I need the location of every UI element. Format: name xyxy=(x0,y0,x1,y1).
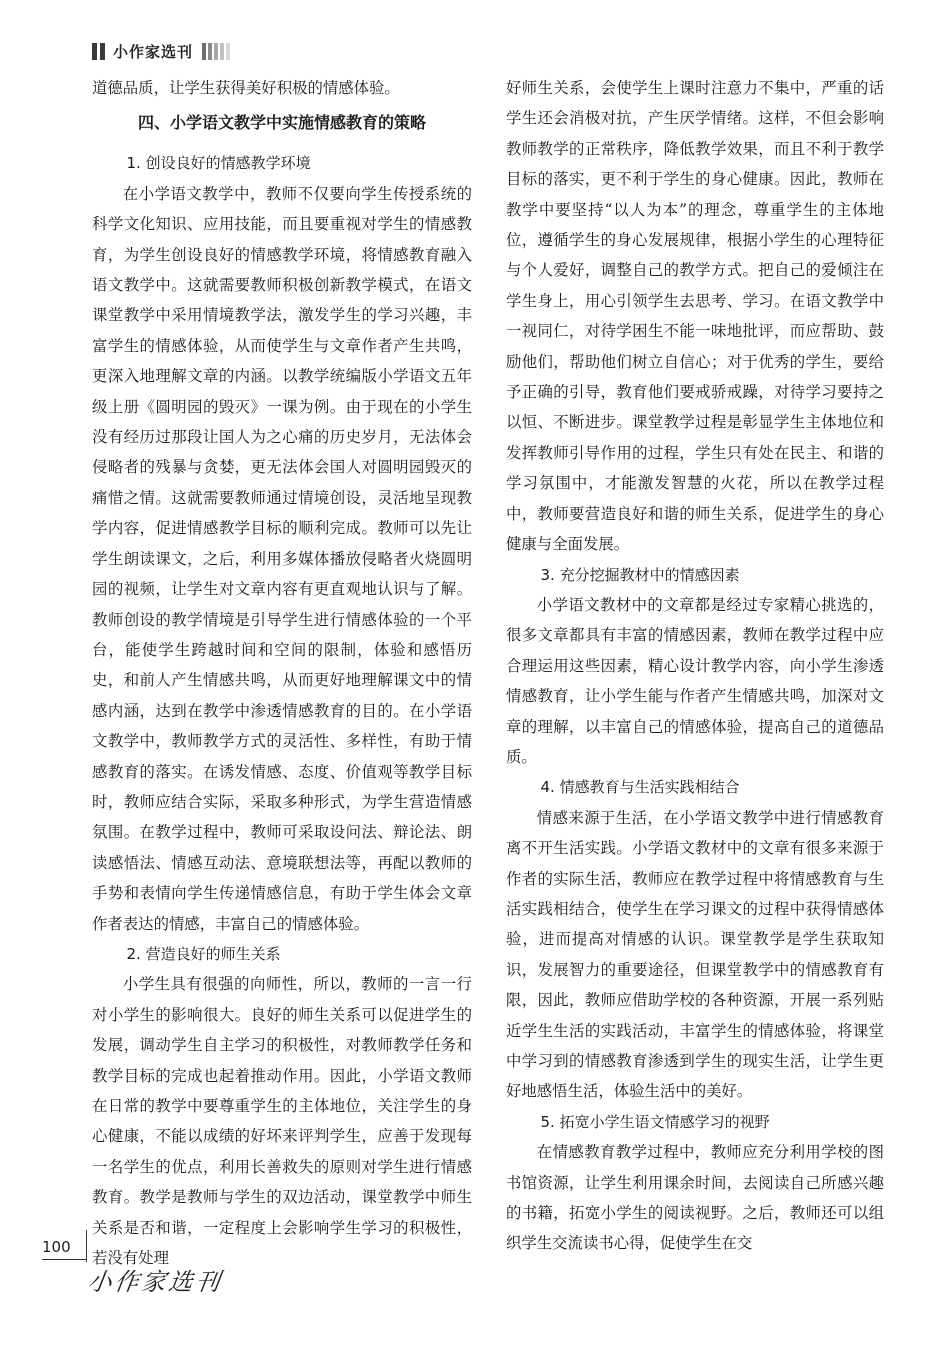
header-bar xyxy=(214,43,218,60)
subsection-3-title: 3. 充分挖掘教材中的情感因素 xyxy=(540,565,740,584)
subsection-2-title: 2. 营造良好的师生关系 xyxy=(126,944,281,963)
subsection-2-text: 小学生具有很强的向师性，所以，教师的一言一行对小学生的影响很大。良好的师生关系可以促进学生的发展，调动学生自主学习的积极性，对教师教学任务和教学目标的完成也起着推动作用。因此，小学语文教师在日常的教学中要尊重学生的主体地位，关注学生的身心健康，不能以成绩的好坏来评判学生，应善于发现每一名学生的优点，利用长善救失的原则对学生进行情感教育。教学是教师与学生的双边活动，课堂教学中师生关系是否和谐，一定程度上会影响学生学习的积极性，若没有处理 xyxy=(92,975,472,1268)
running-header xyxy=(92,40,230,62)
intro-paragraph: 道德品质，让学生获得美好积极的情感体验。 xyxy=(92,79,400,97)
footer-divider xyxy=(42,1259,86,1260)
subsection-4-title: 4. 情感教育与生活实践相结合 xyxy=(540,778,740,797)
continued-paragraph: 好师生关系，会使学生上课时注意力不集中，严重的话学生还会消极对抗，产生厌学情绪。这样，不但会影响教师教学的正常秩序，降低教学效果，而且不利于教学目标的落实，更不利于学生的身心健康。因此，教师在教学中要坚持“以人为本”的理念，尊重学生的主体地位，遵循学生的身心发展规律，根据小学生的心理特征与个人爱好，调整自己的教学方式。把自己的爱倾注在学生身上，用心引领学生去思考、学习。在语文教学中一视同仁，对待学困生不能一味地批评，而应帮助、鼓励他们，帮助他们树立自信心；对于优秀的学生，要给予正确的引导，教育他们要戒骄戒躁，对待学习要持之以恒、不断进步。课堂教学过程是彰显学生主体地位和发挥教师引导作用的过程，学生只有处在民主、和谐的学习氛围中，才能激发智慧的火花，所以在教学过程中，教师要营造良好和谐的师生关系，促进学生的身心健康与全面发展。 xyxy=(506,79,884,554)
right-column xyxy=(506,73,884,1259)
header-bar xyxy=(226,43,230,60)
subsection-5-text: 在情感教育教学过程中，教师应充分利用学校的图书馆资源，让学生利用课余时间，去阅读自己所感兴趣的书籍，拓宽小学生的阅读视野。之后，教师还可以组织学生交流读书心得，促使学生在交 xyxy=(506,1143,884,1253)
journal-title: 小作家选刊 xyxy=(113,42,194,61)
subsection-4-text: 情感来源于生活，在小学语文教学中进行情感教育离不开生活实践。小学语文教材中的文章有很多来源于作者的实际生活，教师应在教学过程中将情感教育与生活实践相结合，使学生在学习课文的过程中获得情感体验，进而提高对情感的认识。课堂教学是学生获取知识，发展智力的重要途径，但课堂教学中的情感教育有限，因此，教师应借助学校的各种资源，开展一系列贴近学生生活的实践活动，丰富学生的情感体验，将课堂中学习到的情感教育渗透到学生的现实生活，让学生更好地感悟生活，体验生活中的美好。 xyxy=(506,808,884,1101)
header-bar xyxy=(220,43,224,60)
subsection-5-title: 5. 拓宽小学生语文情感学习的视野 xyxy=(540,1112,770,1131)
footer-brand-logo: 小作家选刊 xyxy=(85,1268,225,1296)
subsection-1-title: 1. 创设良好的情感教学环境 xyxy=(126,154,311,173)
header-bars-left-icon xyxy=(92,43,105,60)
header-bars-right-icon xyxy=(202,43,230,60)
left-column xyxy=(92,73,472,1273)
subsection-3-text: 小学语文教材中的文章都是经过专家精心挑选的，很多文章都具有丰富的情感因素，教师在教学过程中应合理运用这些因素，精心设计教学内容，向小学生渗透情感教育，让小学生能与作者产生情感共鸣，加深对文章的理解，以丰富自己的情感体验，提高自己的道德品质。 xyxy=(506,595,884,766)
section-title: 四、小学语文教学中实施情感教育的策略 xyxy=(137,113,426,133)
header-bar xyxy=(208,43,212,60)
page-number: 100 xyxy=(42,1238,71,1256)
subsection-1-text: 在小学语文教学中，教师不仅要向学生传授系统的科学文化知识、应用技能，而且要重视对学生的情感教育，为学生创设良好的情感教学环境，将情感教育融入语文教学中。这就需要教师积极创新教学模式，在语文课堂教学中采用情境教学法，激发学生的学习兴趣，丰富学生的情感体验，从而使学生与文章作者产生共鸣，更深入地理解文章的内涵。以教学统编版小学语文五年级上册《圆明园的毁灭》一课为例。由于现在的小学生没有经历过那段让国人为之心痛的历史岁月，无法体会侵略者的残暴与贪婪，更无法体会国人对圆明园毁灭的痛惜之情。这就需要教师通过情境创设，灵活地呈现教学内容，促进情感教学目标的顺利完成。教师可以先让学生朗读课文，之后，利用多媒体播放侵略者火烧圆明园的视频，让学生对文章内容有更直观地认识与了解。教师创设的教学情境是引导学生进行情感体验的一个平台，能使学生跨越时间和空间的限制，体验和感悟历史，和前人产生情感共鸣，从而更好地理解课文中的情感内涵，达到在教学中渗透情感教育的目的。在小学语文教学中，教师教学方式的灵活性、多样性，有助于情感教育的落实。在诱发情感、态度、价值观等教学目标时，教师应结合实际，采取多种形式，为学生营造情感氛围。在教学过程中，教师可采取设问法、辩论法、朗读感悟法、情感互动法、意境联想法等，再配以教师的手势和表情向学生传递情感信息，有助于学生体会文章作者表达的情感，丰富自己的情感体验。 xyxy=(92,184,472,933)
footer-divider-vertical xyxy=(86,1230,87,1262)
header-bar xyxy=(202,43,206,60)
